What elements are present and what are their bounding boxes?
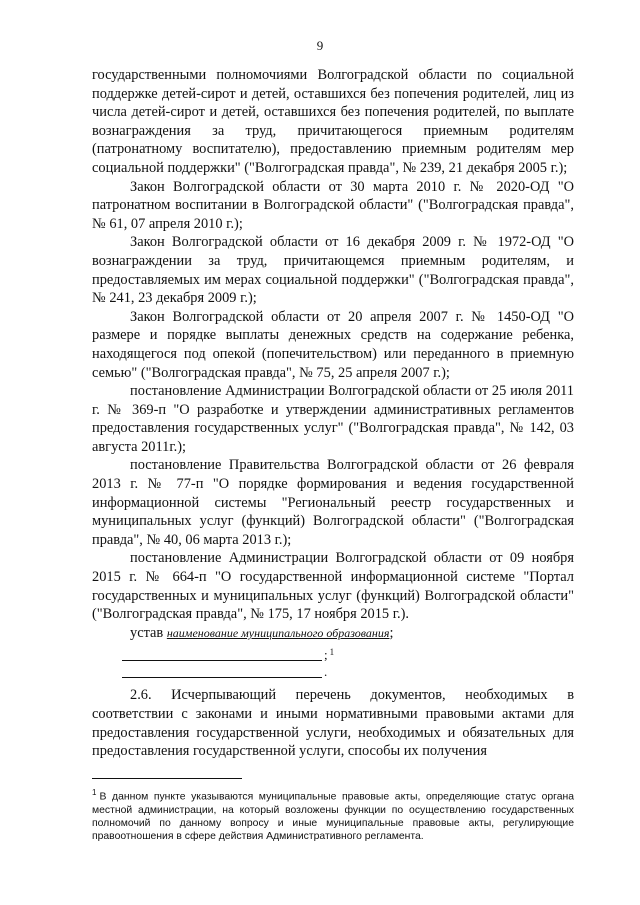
page-number: 9 bbox=[316, 38, 324, 53]
blank-line-tail: ; bbox=[324, 647, 328, 663]
blank-rule bbox=[122, 677, 322, 678]
charter-line bbox=[92, 624, 574, 643]
paragraph-resolution-369-p: постановление Администрации Волгоградской области от 25 июля 2011 г. № 369-п "О разработке и утверждении административных регламентов предоставления государственных услуг" ("Волгоградская правда", № 142, 03 августа 2011г.); bbox=[92, 383, 574, 455]
footnote-text: В данном пункте указываются муниципальные правовые акты, определяющие статус органа местной администрации, на который возложены функции по осуществлению государственных полномочий по данному вопросу и иные муниципальные правовые акты, регулирующие правоотношения в сфере действия Административного регламента. bbox=[92, 791, 574, 843]
footnote-divider bbox=[92, 778, 242, 779]
footnote-marker: 1 bbox=[92, 788, 97, 797]
document-body bbox=[92, 66, 574, 761]
blank-line-2 bbox=[122, 661, 574, 678]
section-2-6: 2.6. Исчерпывающий перечень документов, необходимых в соответствии с законами и иными нормативными правовыми актами для предоставления государственной услуги, необходимых и обязательных для предоставления государственной услуги, способы их получения bbox=[92, 687, 574, 760]
blank-line-tail: . bbox=[324, 664, 328, 680]
paragraph-resolution-77-p: постановление Правительства Волгоградской области от 26 февраля 2013 г. № 77-п "О порядке формирования и ведения государственной информационной системы "Региональный реестр государственных и муниципальных услуг (функций) Волгоградской области" ("Волгоградская правда", № 40, 06 марта 2013 г.); bbox=[92, 457, 574, 548]
footnote bbox=[92, 786, 574, 843]
blank-line-1 bbox=[122, 644, 574, 661]
footnote-ref: 1 bbox=[329, 646, 335, 657]
blank-fill-lines bbox=[122, 644, 574, 678]
paragraph-resolution-664-p: постановление Администрации Волгоградской области от 09 ноября 2015 г. № 664-п "О государственной информационной системе "Портал государственных и муниципальных услуг (функций) Волгоградской области" ("Волгоградская правда", № 175, 17 ноября 2015 г.). bbox=[92, 550, 574, 623]
paragraph-law-1450-od: Закон Волгоградской области от 20 апреля 2007 г. № 1450-ОД "О размере и порядке выплаты денежных средств на содержание ребенка, находящегося под опекой (попечительством) или переданного в приемную семью" ("Волгоградская правда", № 75, 25 апреля 2007 г.); bbox=[92, 308, 574, 381]
paragraph-continuation: государственными полномочиями Волгоградской области по социальной поддержке детей-сирот и детей, оставшихся без попечения родителей, лиц из числа детей-сирот и детей, оставшихся без попечения родителей, по выплате вознаграждения за труд, причитающегося приемным родителям (патронатному воспитателю), предоставлению приемным родителям мер социальной поддержки" ("Волгоградская правда", № 239, 21 декабря 2005 г.); bbox=[92, 67, 574, 176]
paragraph-law-1972-od: Закон Волгоградской области от 16 декабря 2009 г. № 1972-ОД "О вознаграждении за труд, причитающемся приемным родителям, и предоставляемых им мерах социальной поддержки" ("Волгоградская правда", № 241, 23 декабря 2009 г.); bbox=[92, 234, 574, 307]
blank-rule bbox=[122, 660, 322, 661]
paragraph-law-2020-od: Закон Волгоградской области от 30 марта 2010 г. № 2020-ОД "О патронатном воспитании в Волгоградской области" ("Волгоградская правда", № 61, 07 апреля 2010 г.); bbox=[92, 178, 574, 232]
charter-suffix: ; bbox=[389, 624, 394, 641]
charter-prefix: устав bbox=[130, 624, 164, 641]
charter-placeholder: наименование муниципального образования bbox=[166, 625, 390, 640]
